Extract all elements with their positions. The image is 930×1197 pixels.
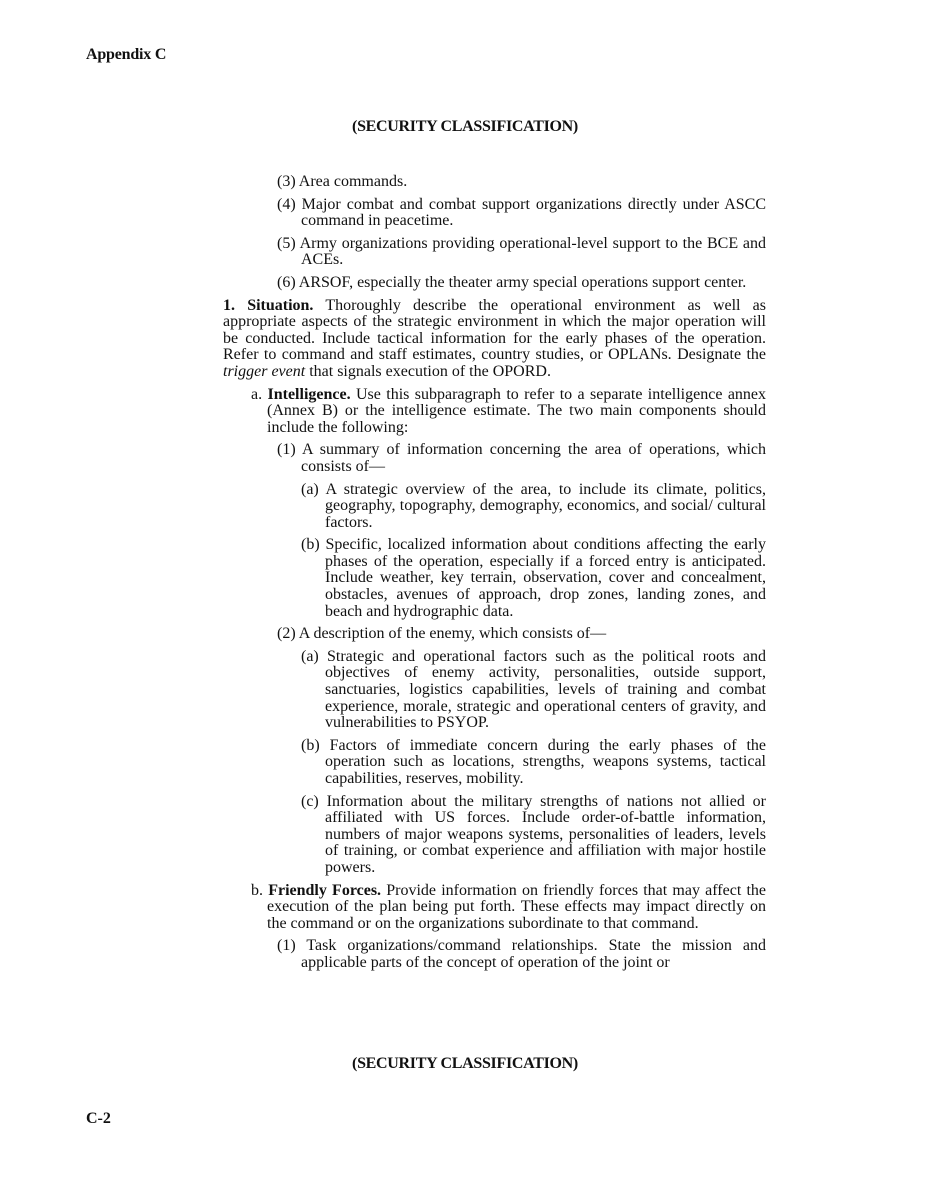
intro-item-6: [223, 275, 766, 292]
intro-item-5: [223, 236, 766, 269]
friendly-text: Provide information on friendly forces that may affect the execution of the plan being put forth. These effects may impact directly on the command or on the organizations subordinate to that command.: [267, 881, 766, 932]
classification-top: (SECURITY CLASSIFICATION): [352, 118, 578, 135]
friendly-title: Friendly Forces.: [268, 881, 382, 899]
intelligence-item-2: [223, 626, 766, 643]
item-text: Factors of immediate concern during the early phases of the operation such as locations, strengths, weapons systems, tactical capabilities, reserves, mobility.: [325, 736, 767, 787]
item-marker: (b): [301, 736, 320, 754]
friendly-marker: b.: [251, 881, 263, 899]
item-marker: (6): [277, 273, 296, 291]
situation-paragraph: [223, 298, 766, 381]
item-marker: (3): [277, 173, 296, 190]
intelligence-text: Use this subparagraph to refer to a separate intelligence annex (Annex B) or the intelligence estimate. The two main components should include the following:: [267, 385, 767, 436]
item-text: ARSOF, especially the theater army special operations support center.: [298, 273, 747, 291]
appendix-header: Appendix C: [86, 46, 167, 63]
intelligence-item-2c: [223, 794, 766, 877]
situation-text: Thoroughly describe the operational environment as well as appropriate aspects of the strategic environment in which the major operation will be conducted. Include tactical information for the early phases of the operation. Refer to command and staff estimates, country studies, or OPLANs. Designate the: [223, 296, 767, 364]
intelligence-item-1: [223, 442, 766, 475]
item-marker: (1): [277, 441, 296, 459]
intelligence-item-1a: [223, 482, 766, 532]
item-marker: (a): [301, 647, 319, 665]
item-marker: (c): [301, 792, 319, 810]
trigger-event-term: trigger event: [223, 362, 306, 380]
intelligence-item-2b: [223, 738, 766, 788]
item-marker: (a): [301, 480, 319, 498]
intro-item-3: [223, 174, 766, 191]
item-text: Strategic and operational factors such as the political roots and objectives of enemy activity, personalities, outside support, sanctuaries, logistics capabilities, levels of training and combat experience, morale, strategic and operational centers of gravity, and vulnerabilities to PSYOP.: [325, 647, 766, 732]
item-text: Area commands.: [298, 173, 408, 190]
intelligence-item-1b: [223, 537, 766, 620]
item-text: Specific, localized information about conditions affecting the early phases of the operation, especially if a forced entry is anticipated. Include weather, key terrain, observation, cover and concealment, obstacles, avenues of approach, drop zones, landing zones, and beach and hydrographic data.: [325, 536, 767, 620]
item-marker: (b): [301, 536, 320, 554]
item-marker: (1): [277, 937, 296, 955]
intelligence-marker: a.: [251, 385, 263, 403]
situation-text-end: that signals execution of the OPORD.: [309, 362, 551, 380]
item-text: Task organizations/command relationships. State the mission and applicable parts of the concept of operation of the joint or: [301, 937, 766, 971]
situation-marker: 1.: [223, 296, 235, 314]
friendly-item-1: [223, 938, 766, 971]
item-marker: (2): [277, 625, 296, 643]
intelligence-item-2a: [223, 649, 766, 732]
item-text: Information about the military strengths of nations not allied or affiliated with US forces. Include order-of-battle information, numbers of major weapons systems, personalities of leaders, levels of training, or combat experience and affiliation with major hostile powers.: [325, 792, 766, 876]
item-text: Major combat and combat support organizations directly under ASCC command in peacetime.: [301, 195, 766, 230]
item-text: A summary of information concerning the area of operations, which consists of—: [301, 441, 766, 475]
item-marker: (5): [277, 234, 296, 252]
page-number: C-2: [86, 1110, 111, 1127]
friendly-forces-paragraph: [223, 883, 766, 933]
item-text: A strategic overview of the area, to include its climate, politics, geography, topography, demography, economics, and social/ cultural factors.: [325, 480, 766, 531]
intro-item-4: [223, 197, 766, 230]
situation-title: Situation.: [247, 296, 314, 314]
item-marker: (4): [277, 195, 296, 213]
intelligence-paragraph: [223, 387, 766, 437]
item-text: A description of the enemy, which consists of—: [298, 625, 607, 643]
classification-bottom: (SECURITY CLASSIFICATION): [352, 1055, 578, 1072]
intelligence-title: Intelligence.: [267, 385, 351, 403]
item-text: Army organizations providing operational-level support to the BCE and ACEs.: [299, 234, 766, 269]
document-body: [223, 174, 766, 978]
